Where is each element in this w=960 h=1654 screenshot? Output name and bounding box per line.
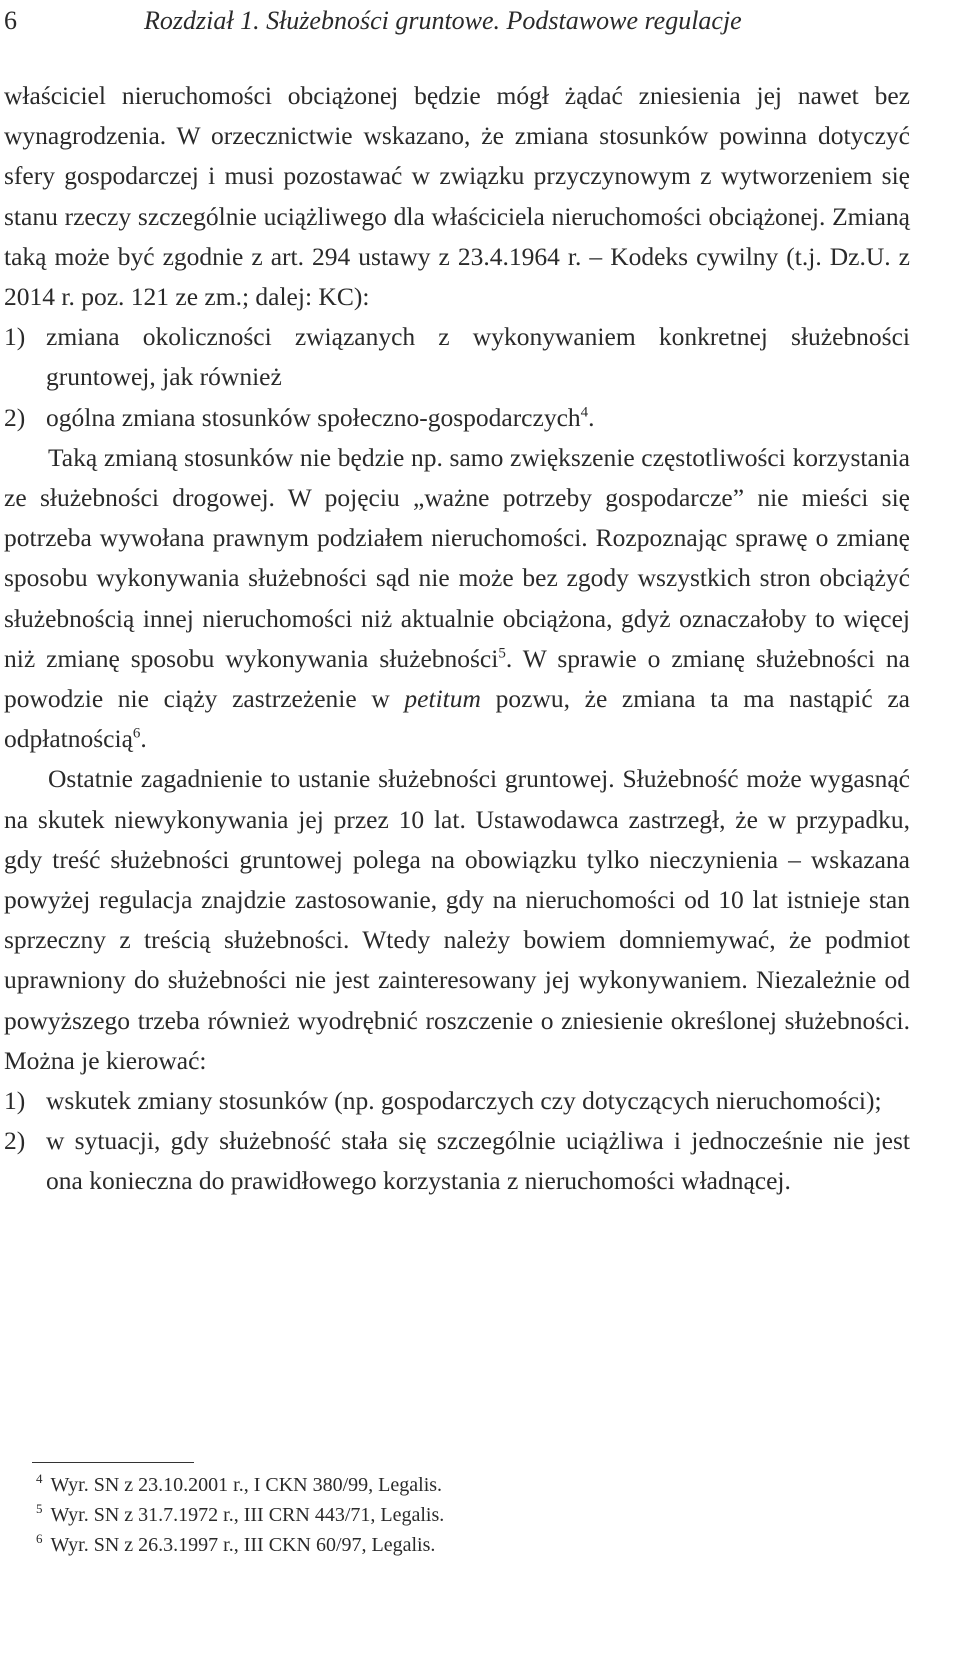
footnote-ref: 5 [498, 645, 506, 662]
list-item [4, 317, 910, 397]
paragraph-2 [4, 438, 910, 760]
footnote-text: Wyr. SN z 31.7.1972 r., III CRN 443/71, Legalis. [50, 1504, 445, 1526]
paragraph-2-b: . W sprawie o zmianę służebności na powodzie nie ciąży zastrzeżenie w [4, 643, 910, 714]
paragraph-2-italic: petitum [404, 684, 481, 714]
page-header [4, 4, 920, 38]
footnote-ref: 6 [132, 725, 141, 742]
body-text [4, 76, 910, 1202]
list-number: 2) [4, 1126, 26, 1156]
footnote-number: 5 [36, 1501, 43, 1517]
list-text: w sytuacji, gdy służebność stała się szczególnie uciążliwa i jednocześnie nie jest ona konieczna do prawidłowego korzystania z nieruchomości władnącej. [46, 1126, 910, 1196]
list-item [4, 1121, 910, 1201]
list-number: 1) [4, 322, 26, 352]
paragraph-2-c: pozwu, że zmiana ta ma nastąpić za odpłatnością [4, 684, 910, 754]
footnotes [36, 1470, 444, 1560]
list-text: zmiana okoliczności związanych z wykonywaniem konkretnej służebności gruntowej, jak również [46, 322, 910, 392]
list-item [4, 1081, 910, 1121]
running-title: Rozdział 1. Służebności gruntowe. Podstawowe regulacje [144, 6, 742, 35]
paragraph-2-a: Taką zmianą stosunków nie będzie np. samo zwiększenie częstotliwości korzystania ze służebności drogowej. W pojęciu „ważne potrzeby gospodarcze” nie mieści się potrzeba wywołana prawnym podziałem nieruchomości. Rozpoznając sprawę o zmianę sposobu wykonywania służebności sąd nie może bez zgody wszystkich stron obciążyć służebnością innej nieruchomości niż aktualnie obciążona, gdyż oznaczałoby to więcej niż zmianę sposobu wykonywania służebności [4, 442, 910, 673]
list-text-end: . [588, 402, 595, 432]
list-item [4, 398, 910, 438]
list-number: 2) [4, 402, 26, 432]
paragraph-3: Ostatnie zagadnienie to ustanie służebności gruntowej. Służebność może wygasnąć na skutek niewykonywania jej przez 10 lat. Ustawodawca zastrzegł, że w przypadku, gdy treść służebności gruntowej polega na obowiązku tylko nieczynienia – wskazana powyżej regulacja znajdzie zastosowanie, gdy na nieruchomości od 10 lat istnieje stan sprzeczny z treścią służebności. Wtedy należy bowiem domniemywać, że podmiot uprawniony do służebności nie jest zainteresowany jej wykonywaniem. Niezależnie od powyższego trzeba również wyodrębnić roszczenie o zniesienie określonej służebności. Można je kierować: [4, 764, 910, 1075]
page-number: 6 [4, 6, 17, 35]
footnote-number: 6 [36, 1531, 43, 1547]
list-number: 1) [4, 1086, 26, 1116]
list-text: wskutek zmiany stosunków (np. gospodarczych czy dotyczących nieruchomości); [46, 1086, 882, 1116]
footnote-ref: 4 [580, 404, 589, 421]
paragraph-1: właściciel nieruchomości obciążonej będzie mógł żądać zniesienia jej nawet bez wynagrodzenia. W orzecznictwie wskazano, że zmiana stosunków powinna dotyczyć sfery gospodarczej i musi pozostawać w związku przyczynowym z wytworzeniem się stanu rzeczy szczególnie uciążliwego dla właściciela nieruchomości obciążonej. Zmianą taką może być zgodnie z art. 294 ustawy z 23.4.1964 r. – Kodeks cywilny (t.j. Dz.U. z 2014 r. poz. 121 ze zm.; dalej: KC): [4, 81, 910, 312]
footnote [36, 1470, 444, 1500]
footnote [36, 1500, 444, 1530]
footnote-separator [32, 1462, 194, 1463]
list-text-wrap [46, 398, 910, 438]
footnote [36, 1530, 444, 1560]
paragraph-2-d: . [140, 724, 147, 754]
list-text: ogólna zmiana stosunków społeczno-gospodarczych [46, 402, 581, 432]
footnote-number: 4 [36, 1471, 43, 1487]
footnote-text: Wyr. SN z 23.10.2001 r., I CKN 380/99, Legalis. [50, 1474, 443, 1496]
footnote-text: Wyr. SN z 26.3.1997 r., III CKN 60/97, Legalis. [50, 1534, 436, 1556]
